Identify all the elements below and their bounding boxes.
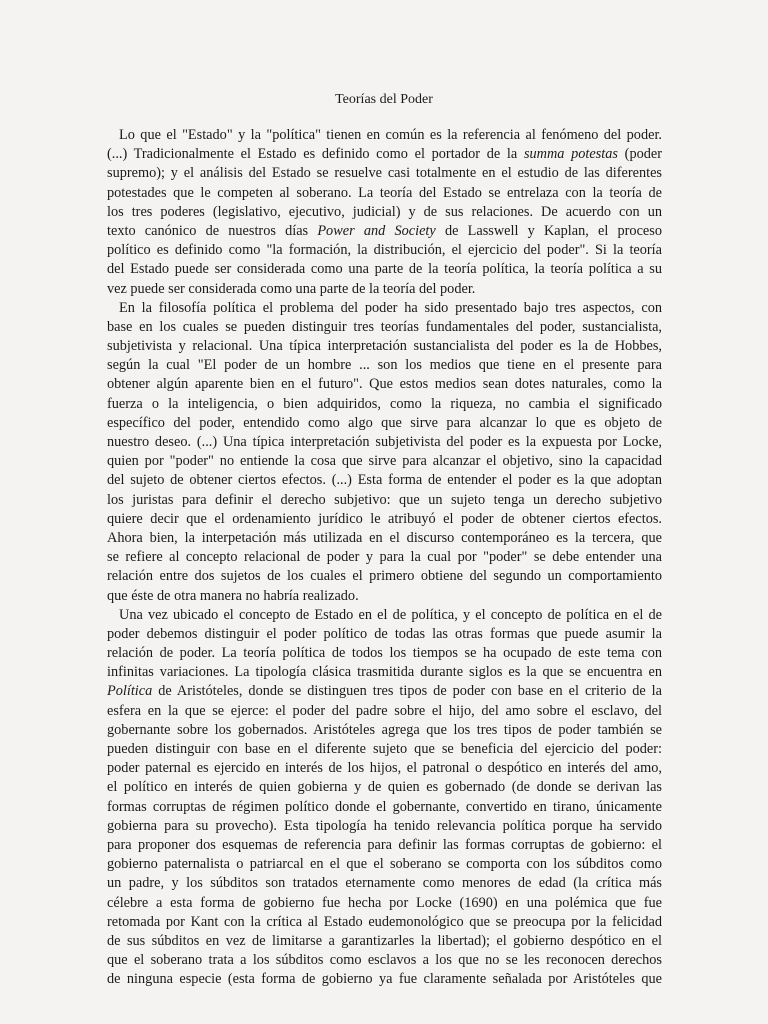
- text-line: [107, 587, 662, 606]
- text-segment: de Aristóteles, donde se distinguen tres tipos de poder con base en el criterio de la: [152, 683, 662, 700]
- text-segment: de ninguna especie (esta forma de gobierno ya fue claramente señalada por Aristóteles que: [107, 971, 662, 988]
- text-line: [107, 260, 662, 279]
- text-segment: texto canónico de nuestros días: [107, 222, 318, 239]
- italic-text: summa potestas: [523, 146, 618, 163]
- text-segment: gobierna para su provecho). Esta tipología ha tenido relevancia política porque ha servido: [107, 817, 662, 834]
- text-line: [107, 471, 662, 490]
- text-line: [107, 894, 662, 913]
- text-segment: gobierno paternalista o patriarcal en el que el soberano se comporta con los súbditos como: [107, 856, 662, 873]
- text-line: [107, 414, 662, 433]
- text-line: [107, 222, 662, 241]
- text-line: [107, 778, 662, 797]
- text-line: [107, 529, 662, 548]
- text-segment: el político en interés de quien gobierna y de quien es gobernado (de donde se derivan las: [107, 779, 662, 796]
- text-line: [107, 644, 662, 663]
- text-segment: potestades que le competen al soberano. La teoría del Estado se entrelaza con la teoría de: [107, 184, 662, 201]
- text-line: [107, 817, 662, 836]
- text-line: [107, 491, 662, 510]
- text-line: [107, 625, 662, 644]
- text-segment: Una vez ubicado el concepto de Estado en el de política, y el concepto de política en el de: [119, 606, 662, 623]
- text-segment: (poder: [618, 146, 662, 163]
- text-segment: fuerza o la inteligencia, o bien adquiridos, como la riqueza, no cambia el significado: [107, 395, 662, 412]
- text-line: [107, 452, 662, 471]
- text-line: [107, 510, 662, 529]
- text-segment: pueden distinguir con base en el diferente sujeto que se beneficia del ejercicio del poder:: [107, 741, 662, 757]
- italic-text: Política: [107, 683, 153, 700]
- text-line: [107, 932, 662, 951]
- text-line: [107, 702, 662, 721]
- text-segment: gobernante sobre los gobernados. Aristóteles agrega que los tres tipos de poder también se: [107, 721, 662, 738]
- text-segment: que éste de otra manera no habría realizado.: [107, 587, 359, 604]
- text-line: [107, 299, 662, 318]
- text-line: [107, 548, 662, 567]
- text-segment: para proponer dos esquemas de referencia para definir las formas corruptas de gobierno: el: [107, 836, 662, 853]
- text-line: [107, 567, 662, 586]
- page-title: Teorías del Poder: [335, 92, 433, 107]
- text-segment: del sujeto de obtener ciertos efectos. (...) Esta forma de entender el poder es la que adoptan: [107, 472, 662, 489]
- text-segment: que el soberano trata a los súbditos como esclavos a los que no se les reconocen derechos: [107, 952, 662, 969]
- text-segment: del Estado puede ser considerada como una parte de la teoría política, la teoría política a su: [107, 261, 662, 278]
- document-body: [107, 126, 662, 989]
- text-line: [107, 663, 662, 682]
- text-segment: relación de poder. La teoría política de todos los tiempos se ha ocupado de este tema con: [107, 645, 662, 662]
- text-segment: político es definido como "la formación, la distribución, el ejercicio del poder". Si la teoría: [107, 242, 662, 259]
- text-line: [107, 337, 662, 356]
- text-segment: según la cual "El poder de un hombre ... son los medios que tiene en el presente para: [107, 357, 662, 374]
- text-line: [107, 874, 662, 893]
- text-segment: un padre, y los súbditos son tratados eternamente como menores de edad (la crítica más: [107, 875, 662, 892]
- text-line: [107, 241, 662, 260]
- text-segment: retomada por Kant con la crítica al Estado eudemonológico que se preocupa por la felicidad: [107, 913, 662, 930]
- text-line: [107, 433, 662, 452]
- text-segment: poder paternal es ejercido en interés de los hijos, el patronal o despótico en interés del amo,: [107, 760, 662, 777]
- text-line: [107, 280, 662, 299]
- text-line: [107, 606, 662, 625]
- text-segment: relación entre dos sujetos de los cuales el primero obtiene del segundo un comportamiento: [107, 568, 662, 585]
- text-line: [107, 184, 662, 203]
- text-line: [107, 951, 662, 970]
- text-segment: quien por "poder" no entiende la cosa que sirve para alcanzar el objetivo, sino la capacidad: [107, 453, 662, 470]
- text-line: [107, 164, 662, 183]
- text-segment: infinitas variaciones. La tipología clásica trasmitida durante siglos es la que se encuentra en: [107, 664, 662, 681]
- text-segment: (...) Tradicionalmente el Estado es definido como el portador de la: [107, 146, 524, 163]
- text-segment: nuestro deseo. (...) Una típica interpretación subjetivista del poder es la expuesta por Locke,: [107, 434, 662, 450]
- text-line: [107, 721, 662, 740]
- text-line: [107, 145, 662, 164]
- text-segment: obtener algún aparente bien en el futuro". Que estos medios sean dotes naturales, como la: [107, 376, 662, 393]
- text-line: [107, 126, 662, 145]
- text-line: [107, 836, 662, 855]
- text-segment: los juristas para definir el derecho subjetivo: que un sujeto tenga un derecho subjetivo: [107, 491, 662, 508]
- text-segment: supremo); y el análisis del Estado se resuelve casi totalmente en el estudio de las diferentes: [107, 165, 662, 182]
- text-line: [107, 395, 662, 414]
- text-segment: subjetivista y relacional. Una típica interpretación sustancialista del poder es la de Hobbes,: [107, 338, 662, 355]
- text-line: [107, 318, 662, 337]
- text-line: [107, 798, 662, 817]
- text-segment: poder debemos distinguir el poder político de todas las otras formas que puede asumir la: [107, 625, 662, 642]
- text-segment: los tres poderes (legislativo, ejecutivo, judicial) y de sus relaciones. De acuerdo con un: [107, 203, 662, 220]
- text-line: [107, 970, 662, 989]
- text-line: [107, 375, 662, 394]
- text-segment: En la filosofía política el problema del poder ha sido presentado bajo tres aspectos, con: [119, 299, 662, 316]
- text-segment: célebre a esta forma de gobierno fue hecha por Locke (1690) en una polémica que fue: [107, 894, 662, 911]
- text-line: [107, 356, 662, 375]
- text-segment: específico del poder, entendido como algo que sirve para alcanzar lo que es objeto de: [107, 414, 662, 431]
- text-segment: se refiere al concepto relacional de poder y para la cual por "poder" se debe entender una: [107, 549, 662, 566]
- text-segment: de sus súbditos en vez de limitarse a garantizarles la libertad); el gobierno despótico en el: [107, 932, 662, 949]
- text-segment: formas corruptas de régimen político donde el gobernante, convertido en tirano, únicamente: [107, 798, 662, 815]
- text-line: [107, 203, 662, 222]
- text-segment: Lo que el "Estado" y la "política" tienen en común es la referencia al fenómeno del poder.: [119, 127, 662, 143]
- text-segment: de Lasswell y Kaplan, el proceso: [435, 222, 662, 239]
- text-segment: Ahora bien, la interpetación más utilizada en el discurso contemporáneo es la tercera, que: [107, 529, 662, 546]
- text-segment: base en los cuales se pueden distinguir tres teorías fundamentales del poder, sustancialista,: [107, 318, 662, 335]
- text-line: [107, 740, 662, 759]
- text-line: [107, 759, 662, 778]
- text-segment: esfera en la que se ejerce: el poder del padre sobre el hijo, del amo sobre el esclavo, del: [107, 702, 662, 719]
- text-line: [107, 913, 662, 932]
- text-line: [107, 855, 662, 874]
- italic-text: Power and Society: [317, 222, 436, 239]
- text-segment: vez puede ser considerada como una parte de la teoría del poder.: [107, 280, 476, 297]
- text-line: [107, 682, 662, 701]
- text-segment: quiere decir que el ordenamiento jurídico le atribuyó el poder de obtener ciertos efectos.: [107, 510, 662, 527]
